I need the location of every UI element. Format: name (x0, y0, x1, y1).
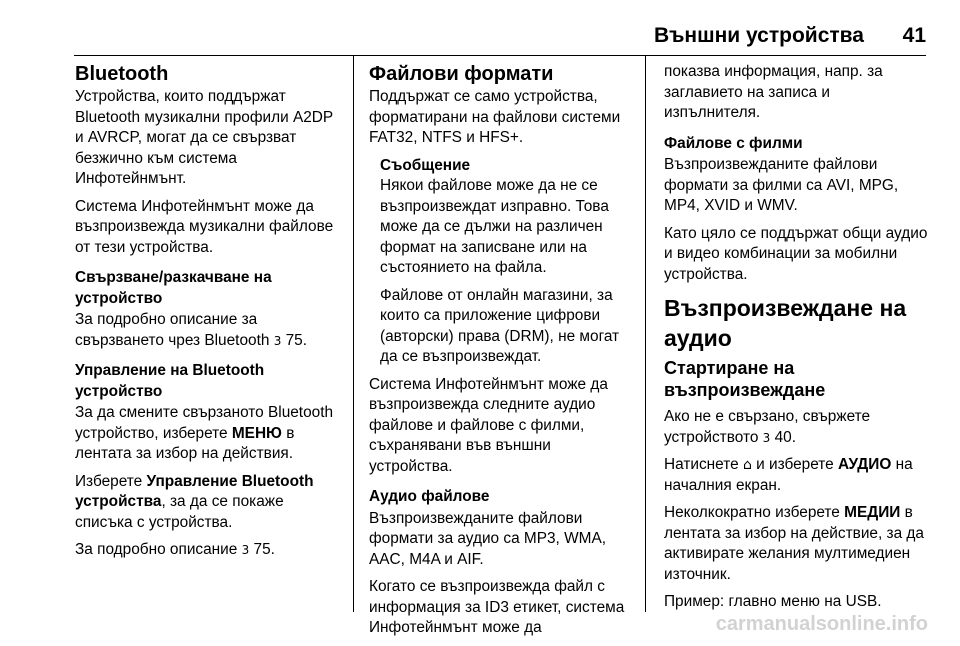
watermark: carmanualsonline.info (715, 613, 928, 635)
column-2 (369, 62, 632, 646)
paragraph: Възпроизвежданите файлови формати за аудио са MP3, WMA, AAC, M4A и AIF. (369, 509, 606, 568)
page-ref-link[interactable]: 75. (285, 331, 308, 349)
heading-manage-bluetooth: Управление на Bluetooth устройство (75, 362, 265, 400)
heading-audio-playback: Възпроизвеждане на аудио (664, 295, 907, 351)
paragraph: Ако не е свързано, свържете устройството 3 40. (664, 408, 871, 446)
page-ref-arrow-icon: 3 (241, 543, 250, 557)
paragraph: Устройства, които поддържат Bluetooth музикални профили A2DP и AVRCP, могат да се свързват безжично към система Инфотейнмънт. (75, 88, 333, 187)
note-box (380, 156, 632, 368)
page-ref-link[interactable]: 75. (253, 541, 275, 558)
paragraph: Неколкократно изберете МЕДИИ в лентата за избор на действие, за да активирате желания мултимедиен източник. (664, 504, 924, 583)
column-1 (75, 62, 340, 568)
paragraph: Изберете Управление Bluetooth устройства, за да се покаже списъка с устройства. (75, 472, 314, 531)
heading-start-playback: Стартиране на възпроизвеждане (664, 358, 826, 400)
home-icon: ⌂ (742, 457, 752, 473)
page-ref-arrow-icon: 3 (762, 430, 771, 445)
paragraph: Система Инфотейнмънт може да възпроизвежда музикални файлове от тези устройства. (75, 197, 334, 256)
column-divider-1 (353, 56, 354, 612)
heading-file-formats: Файлови формати (369, 63, 554, 85)
paragraph: Поддържат се само устройства, форматирани на файлови системи FAT32, NTFS и HFS+. (369, 88, 621, 146)
page-number: 41 (902, 24, 926, 47)
page-header-title: Външни устройства (653, 24, 864, 47)
heading-audio-files: Аудио файлове (369, 488, 490, 505)
paragraph: Система Инфотейнмънт може да възпроизвежда следните аудио файлове и файлове с филми, съхранявани във външни устройства. (369, 375, 608, 475)
column-divider-2 (645, 56, 646, 612)
paragraph: Когато се възпроизвежда файл с информация за ID3 етикет, система Инфотейнмънт може да (369, 578, 625, 636)
page-ref-link[interactable]: 40. (774, 428, 796, 446)
paragraph: Натиснете ⌂ и изберете АУДИО на началния екран. (664, 456, 913, 494)
note-paragraph: Някои файлове може да не се възпроизвеждат изправно. Това може да се дължи на различен формат на записване или на състоянието на файла. (380, 177, 609, 276)
heading-bluetooth: Bluetooth (75, 63, 169, 85)
column-3 (664, 62, 928, 620)
paragraph: показва информация, напр. за заглавието на записа и изпълнителя. (664, 63, 883, 121)
paragraph: Пример: главно меню на USB. (664, 593, 882, 610)
heading-movie-files: Файлове с филми (664, 134, 803, 152)
heading-connect-disconnect: Свързване/разкачване на устройство (75, 269, 272, 307)
paragraph: За да смените свързаното Bluetooth устройство, изберете МЕНЮ в лентата за избор на действия. (75, 404, 334, 462)
note-paragraph: Файлове от онлайн магазини, за които са приложение цифрови (авторски) права (DRM), не могат да се възпроизвеждат. (380, 286, 620, 365)
paragraph: Възпроизвежданите файлови формати за филми са AVI, MPG, MP4, XVID и WMV. (664, 156, 899, 214)
paragraph: За подробно описание 3 75. (75, 541, 275, 558)
page-ref-arrow-icon: 3 (273, 333, 282, 348)
header-rule (74, 55, 926, 56)
note-title: Съобщение (380, 156, 471, 174)
paragraph: Като цяло се поддържат общи аудио и видео комбинации за мобилни устройства. (664, 224, 928, 283)
paragraph: За подробно описание за свързването чрез Bluetooth 3 75. (75, 311, 308, 349)
